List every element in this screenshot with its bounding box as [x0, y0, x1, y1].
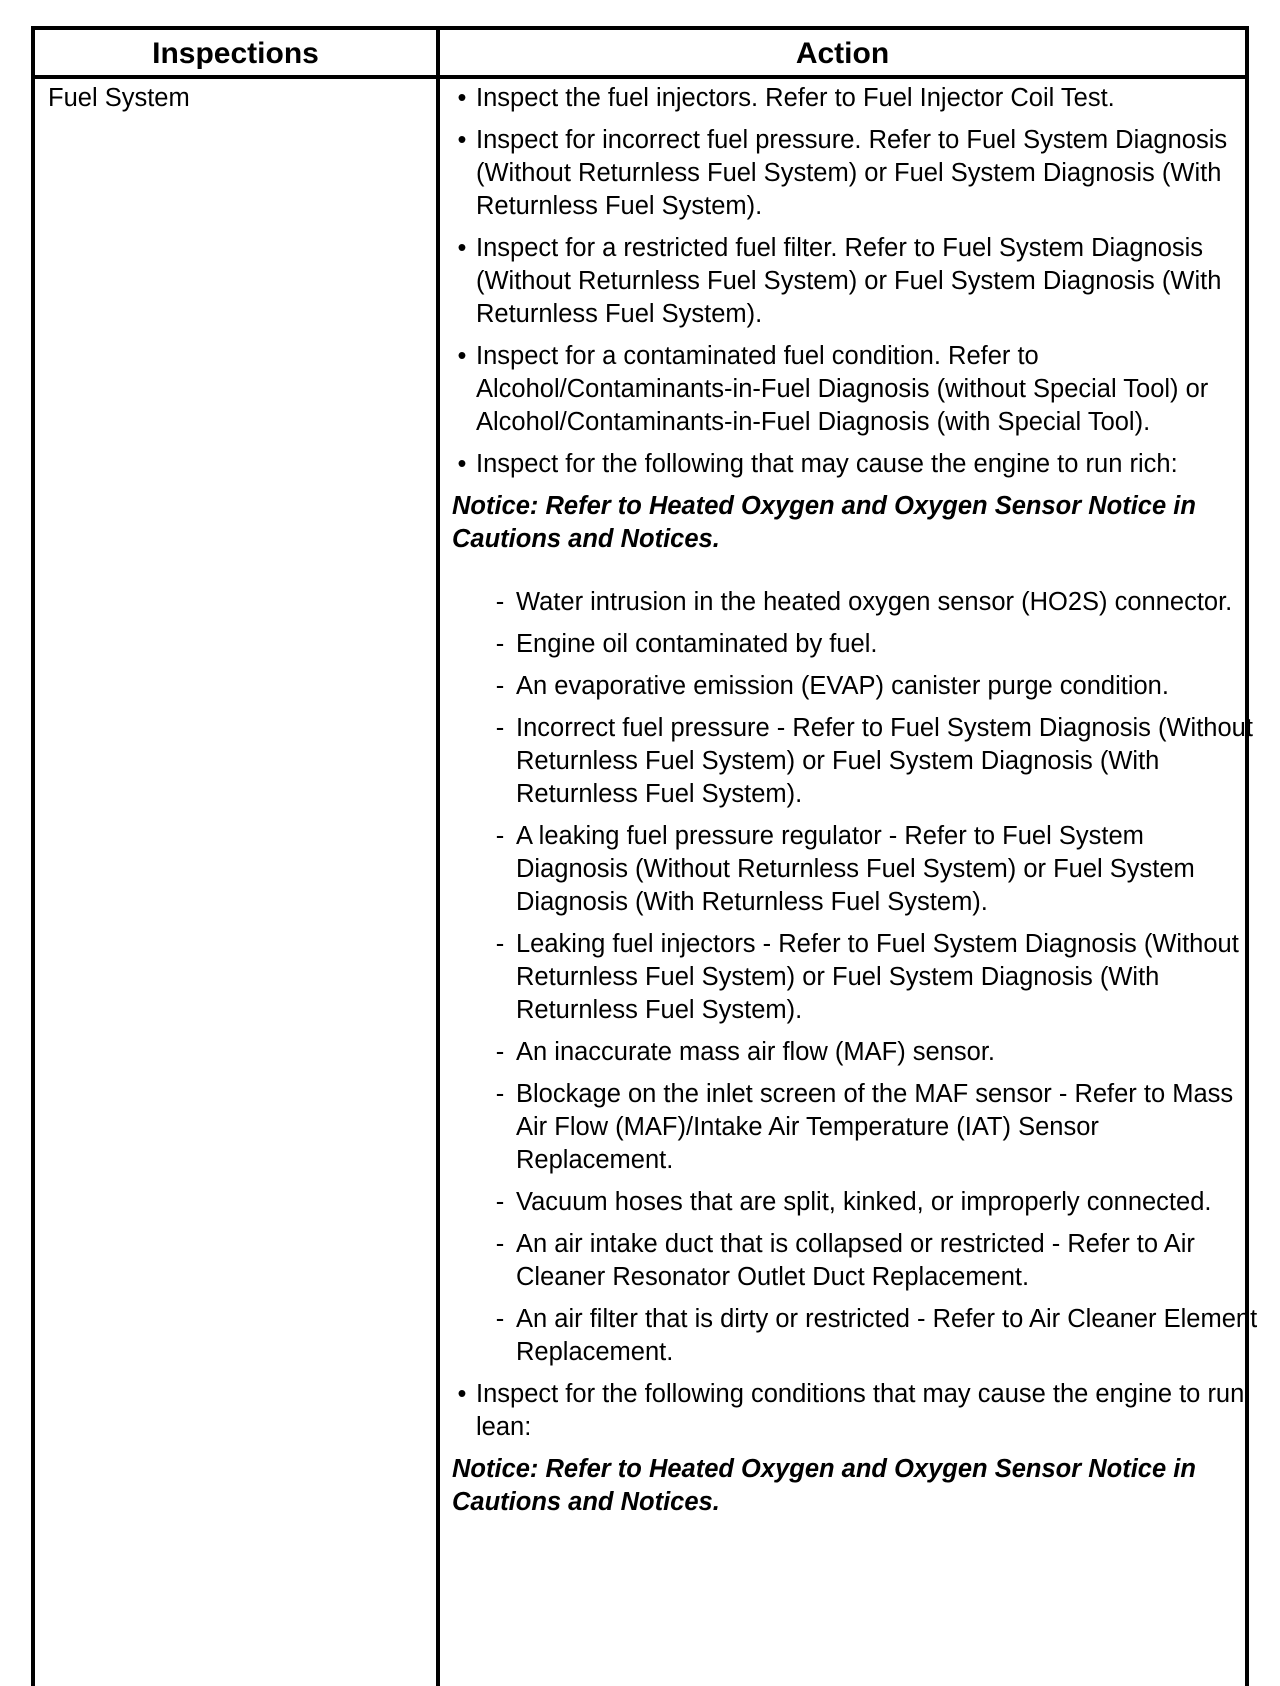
- rich-condition-text: An evaporative emission (EVAP) canister purge condition.: [516, 672, 1169, 700]
- rich-condition-item: [486, 1228, 1260, 1294]
- action-cell: [450, 82, 1260, 1528]
- notice-rich: Notice: Refer to Heated Oxygen and Oxygen Sensor Notice in Cautions and Notices.: [452, 492, 1196, 553]
- dash-marker: -: [495, 1305, 505, 1333]
- rich-condition-item: [486, 1303, 1260, 1369]
- bullet-marker: •: [457, 126, 467, 154]
- action-text: Inspect the fuel injectors. Refer to Fuel Injector Coil Test.: [476, 84, 1115, 112]
- rich-condition-text: Incorrect fuel pressure - Refer to Fuel System Diagnosis (Without Returnless Fuel System) or Fuel System Diagnosis (With Returnless Fuel System).: [516, 714, 1253, 808]
- bullet-marker: •: [457, 1380, 467, 1408]
- rich-condition-item: [486, 586, 1260, 619]
- action-item: [450, 124, 1260, 223]
- bullet-marker: •: [457, 234, 467, 262]
- dash-marker: -: [495, 588, 505, 616]
- header-inspections: Inspections: [152, 37, 319, 70]
- action-item: [450, 448, 1260, 481]
- action-text: Inspect for the following conditions that may cause the engine to run lean:: [476, 1380, 1245, 1441]
- inspection-cell: Fuel System: [48, 84, 190, 112]
- bullet-marker: •: [457, 342, 467, 370]
- dash-marker: -: [495, 714, 505, 742]
- dash-marker: -: [495, 1230, 505, 1258]
- rich-condition-item: [486, 670, 1260, 703]
- dash-marker: -: [495, 1038, 505, 1066]
- rich-condition-item: [486, 820, 1260, 919]
- header-rule: [35, 75, 1245, 79]
- rich-condition-item: [486, 1078, 1260, 1177]
- rich-condition-text: Engine oil contaminated by fuel.: [516, 630, 878, 658]
- action-text: Inspect for incorrect fuel pressure. Refer to Fuel System Diagnosis (Without Returnless Fuel System) or Fuel System Diagnosis (With Returnless Fuel System).: [476, 126, 1228, 220]
- rich-condition-item: [486, 628, 1260, 661]
- dash-marker: -: [495, 1188, 505, 1216]
- bullet-marker: •: [457, 84, 467, 112]
- dash-marker: -: [495, 672, 505, 700]
- rich-condition-item: [486, 1036, 1260, 1069]
- bullet-marker: •: [457, 450, 467, 478]
- dash-marker: -: [495, 1080, 505, 1108]
- rich-condition-text: Blockage on the inlet screen of the MAF sensor - Refer to Mass Air Flow (MAF)/Intake Air Temperature (IAT) Sensor Replacement.: [516, 1080, 1234, 1174]
- header-action: Action: [795, 37, 890, 70]
- rich-condition-text: Leaking fuel injectors - Refer to Fuel System Diagnosis (Without Returnless Fuel System) or Fuel System Diagnosis (With Returnless Fuel System).: [516, 930, 1239, 1024]
- action-item: [450, 340, 1260, 439]
- rich-condition-text: Vacuum hoses that are split, kinked, or improperly connected.: [516, 1188, 1212, 1216]
- action-text: Inspect for a contaminated fuel condition. Refer to Alcohol/Contaminants-in-Fuel Diagnosis (without Special Tool) or Alcohol/Contaminants-in-Fuel Diagnosis (with Special Tool).: [476, 342, 1209, 436]
- rich-condition-text: Water intrusion in the heated oxygen sensor (HO2S) connector.: [516, 588, 1233, 616]
- column-divider: [436, 30, 440, 1686]
- dash-marker: -: [495, 630, 505, 658]
- dash-marker: -: [495, 822, 505, 850]
- action-item: [450, 82, 1260, 115]
- action-item: [450, 1378, 1260, 1444]
- notice-lean: Notice: Refer to Heated Oxygen and Oxygen Sensor Notice in Cautions and Notices.: [452, 1455, 1196, 1516]
- rich-condition-item: [486, 928, 1260, 1027]
- rich-condition-item: [486, 1186, 1260, 1219]
- action-text: Inspect for the following that may cause the engine to run rich:: [476, 450, 1178, 478]
- rich-condition-text: An air intake duct that is collapsed or restricted - Refer to Air Cleaner Resonator Outlet Duct Replacement.: [516, 1230, 1195, 1291]
- rich-condition-text: An air filter that is dirty or restricted - Refer to Air Cleaner Element Replacement.: [516, 1305, 1258, 1366]
- rich-condition-text: A leaking fuel pressure regulator - Refer to Fuel System Diagnosis (Without Returnless Fuel System) or Fuel System Diagnosis (With Returnless Fuel System).: [516, 822, 1195, 916]
- action-text: Inspect for a restricted fuel filter. Refer to Fuel System Diagnosis (Without Returnless Fuel System) or Fuel System Diagnosis (With Returnless Fuel System).: [476, 234, 1222, 328]
- action-item: [450, 232, 1260, 331]
- dash-marker: -: [495, 930, 505, 958]
- rich-condition-text: An inaccurate mass air flow (MAF) sensor.: [516, 1038, 995, 1066]
- rich-condition-item: [486, 712, 1260, 811]
- inspection-table: [31, 26, 1258, 1686]
